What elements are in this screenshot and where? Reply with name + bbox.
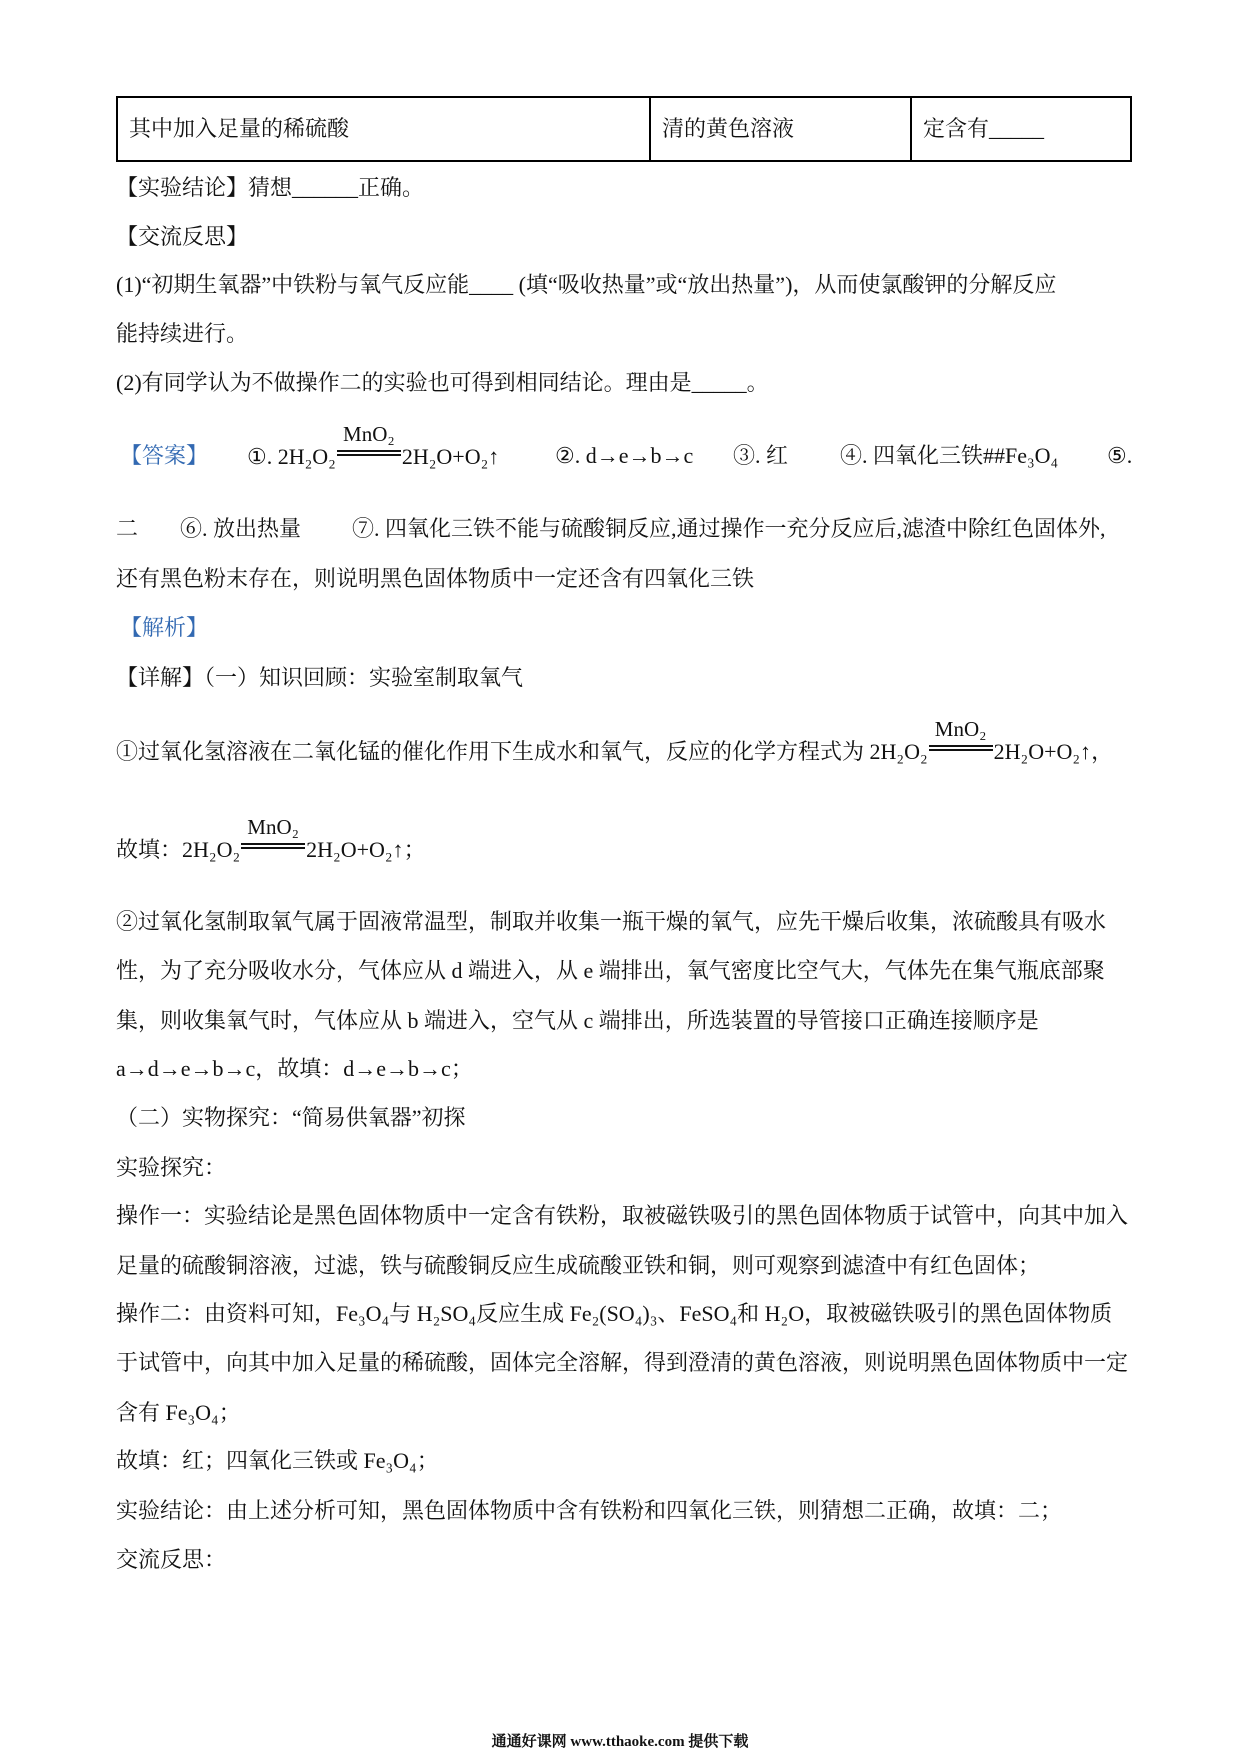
question-2: (2)有同学认为不做操作二的实验也可得到相同结论。理由是_____。 bbox=[116, 370, 769, 395]
equation-catalyst: MnO₂ bbox=[934, 717, 987, 741]
answer-item-3: ③. 红 bbox=[733, 443, 789, 468]
analysis-step-1 bbox=[116, 717, 1114, 765]
operation-1-line-2: 足量的硫酸铜溶液，过滤，铁与硫酸铜反应生成硫酸亚铁和铜，则可观察到滤渣中有红色固体； bbox=[116, 1253, 1041, 1278]
question-1-line-2: 能持续进行。 bbox=[116, 321, 249, 346]
operation-1-line-1: 操作一：实验结论是黑色固体物质中一定含有铁粉，取被磁铁吸引的黑色固体物质于试管中，向其中加入 bbox=[116, 1203, 1129, 1228]
double-line-icon bbox=[929, 745, 993, 751]
analysis-fill-2: 故填：红；四氧化三铁或 Fe₃O₄； bbox=[116, 1448, 439, 1473]
catalyst-equal-sign bbox=[241, 815, 305, 857]
answer-item-2: ②. d→e→b→c bbox=[555, 443, 694, 468]
equation-reactant: 2H₂O₂ bbox=[277, 444, 336, 469]
chemical-equation bbox=[182, 815, 404, 864]
answer-item-5-value: 二 bbox=[116, 516, 139, 541]
analysis-reflection: 交流反思： bbox=[116, 1547, 227, 1572]
equation-reactant: 2H₂O₂ bbox=[182, 837, 241, 862]
table-cell-phenomenon: 清的黄色溶液 bbox=[651, 98, 912, 160]
answer-label: 【答案】 bbox=[120, 443, 209, 468]
step-1-text: ①过氧化氢溶液在二氧化锰的催化作用下生成水和氧气，反应的化学方程式为 bbox=[116, 739, 865, 764]
equation-reactant: 2H₂O₂ bbox=[869, 739, 928, 764]
equation-catalyst: MnO₂ bbox=[247, 815, 299, 839]
double-line-icon bbox=[337, 450, 401, 456]
double-line-icon bbox=[241, 843, 305, 849]
catalyst-equal-sign bbox=[337, 422, 401, 464]
equation-catalyst: MnO₂ bbox=[343, 422, 395, 446]
analysis-step-2-line-3: 集，则收集氧气时，气体应从 b 端进入，空气从 c 端排出，所选装置的导管接口正确连接顺序是 bbox=[116, 1008, 1039, 1033]
catalyst-equal-sign bbox=[929, 717, 993, 759]
table-cell-conclusion: 定含有_____ bbox=[923, 116, 1045, 141]
answer-item-7-line-1: ⑦. 四氧化三铁不能与硫酸铜反应,通过操作一充分反应后,滤渣中除红色固体外, bbox=[352, 516, 1106, 541]
equation-product: 2H₂O+O₂↑ bbox=[401, 444, 500, 469]
analysis-step-2-line-2: 性，为了充分吸收水分，气体应从 d 端进入，从 e 端排出，氧气密度比空气大，气体先在集气瓶底部聚 bbox=[116, 958, 1105, 983]
question-1-line-1: (1)“初期生氧器”中铁粉与氧气反应能____ (填“吸收热量”或“放出热量”)，从而使氯酸钾的分解反应 bbox=[116, 272, 1057, 297]
analysis-step-2-line-4: a→d→e→b→c，故填：d→e→b→c； bbox=[116, 1056, 473, 1081]
analysis-conclusion: 实验结论：由上述分析可知，黑色固体物质中含有铁粉和四氧化三铁，则猜想二正确，故填：二； bbox=[116, 1498, 1063, 1523]
explore-heading: 实验探究： bbox=[116, 1155, 227, 1180]
answer-item-5-marker: ⑤. bbox=[1107, 443, 1133, 468]
page-footer: 通通好课网 www.tthaoke.com 提供下载 bbox=[491, 1734, 749, 1750]
step-1-end: ， bbox=[1091, 739, 1114, 764]
answer-item-1-marker: ①. bbox=[247, 444, 273, 469]
answer-item-4: ④. 四氧化三铁##Fe₃O₄ bbox=[840, 443, 1059, 468]
experiment-conclusion: 【实验结论】猜想______正确。 bbox=[116, 175, 425, 200]
fill-1-end: ； bbox=[403, 837, 426, 862]
detail-heading: 【详解】（一）知识回顾：实验室制取氧气 bbox=[116, 665, 524, 690]
analysis-label: 【解析】 bbox=[120, 615, 209, 640]
analysis-fill-1 bbox=[116, 815, 426, 863]
analysis-step-2-line-1: ②过氧化氢制取氧气属于固液常温型，制取并收集一瓶干燥的氧气，应先干燥后收集，浓硫酸具有吸水 bbox=[116, 909, 1107, 934]
answer-item-1 bbox=[247, 422, 500, 470]
operation-2-line-1: 操作二：由资料可知，Fe₃O₄与 H₂SO₄反应生成 Fe₂(SO₄)₃、FeSO₄和 H₂O，取被磁铁吸引的黑色固体物质 bbox=[116, 1301, 1113, 1326]
operation-2-line-2: 于试管中，向其中加入足量的稀硫酸，固体完全溶解，得到澄清的黄色溶液，则说明黑色固体物质中一定 bbox=[116, 1350, 1129, 1375]
operation-2-line-3: 含有 Fe₃O₄； bbox=[116, 1400, 241, 1425]
section-2-heading: （二）实物探究：“简易供氧器”初探 bbox=[116, 1105, 466, 1130]
experiment-table-row bbox=[116, 96, 1132, 162]
equation-product: 2H₂O+O₂↑ bbox=[993, 739, 1092, 764]
answer-item-7-line-2: 还有黑色粉末存在，则说明黑色固体物质中一定还含有四氧化三铁 bbox=[116, 566, 755, 591]
reflection-heading: 【交流反思】 bbox=[116, 224, 249, 249]
equation-product: 2H₂O+O₂↑ bbox=[306, 837, 404, 862]
answer-item-6: ⑥. 放出热量 bbox=[180, 516, 302, 541]
table-cell-operation: 其中加入足量的稀硫酸 bbox=[118, 98, 651, 160]
chemical-equation bbox=[277, 422, 500, 471]
chemical-equation bbox=[869, 717, 1092, 766]
fill-1-prefix: 故填： bbox=[116, 837, 183, 862]
